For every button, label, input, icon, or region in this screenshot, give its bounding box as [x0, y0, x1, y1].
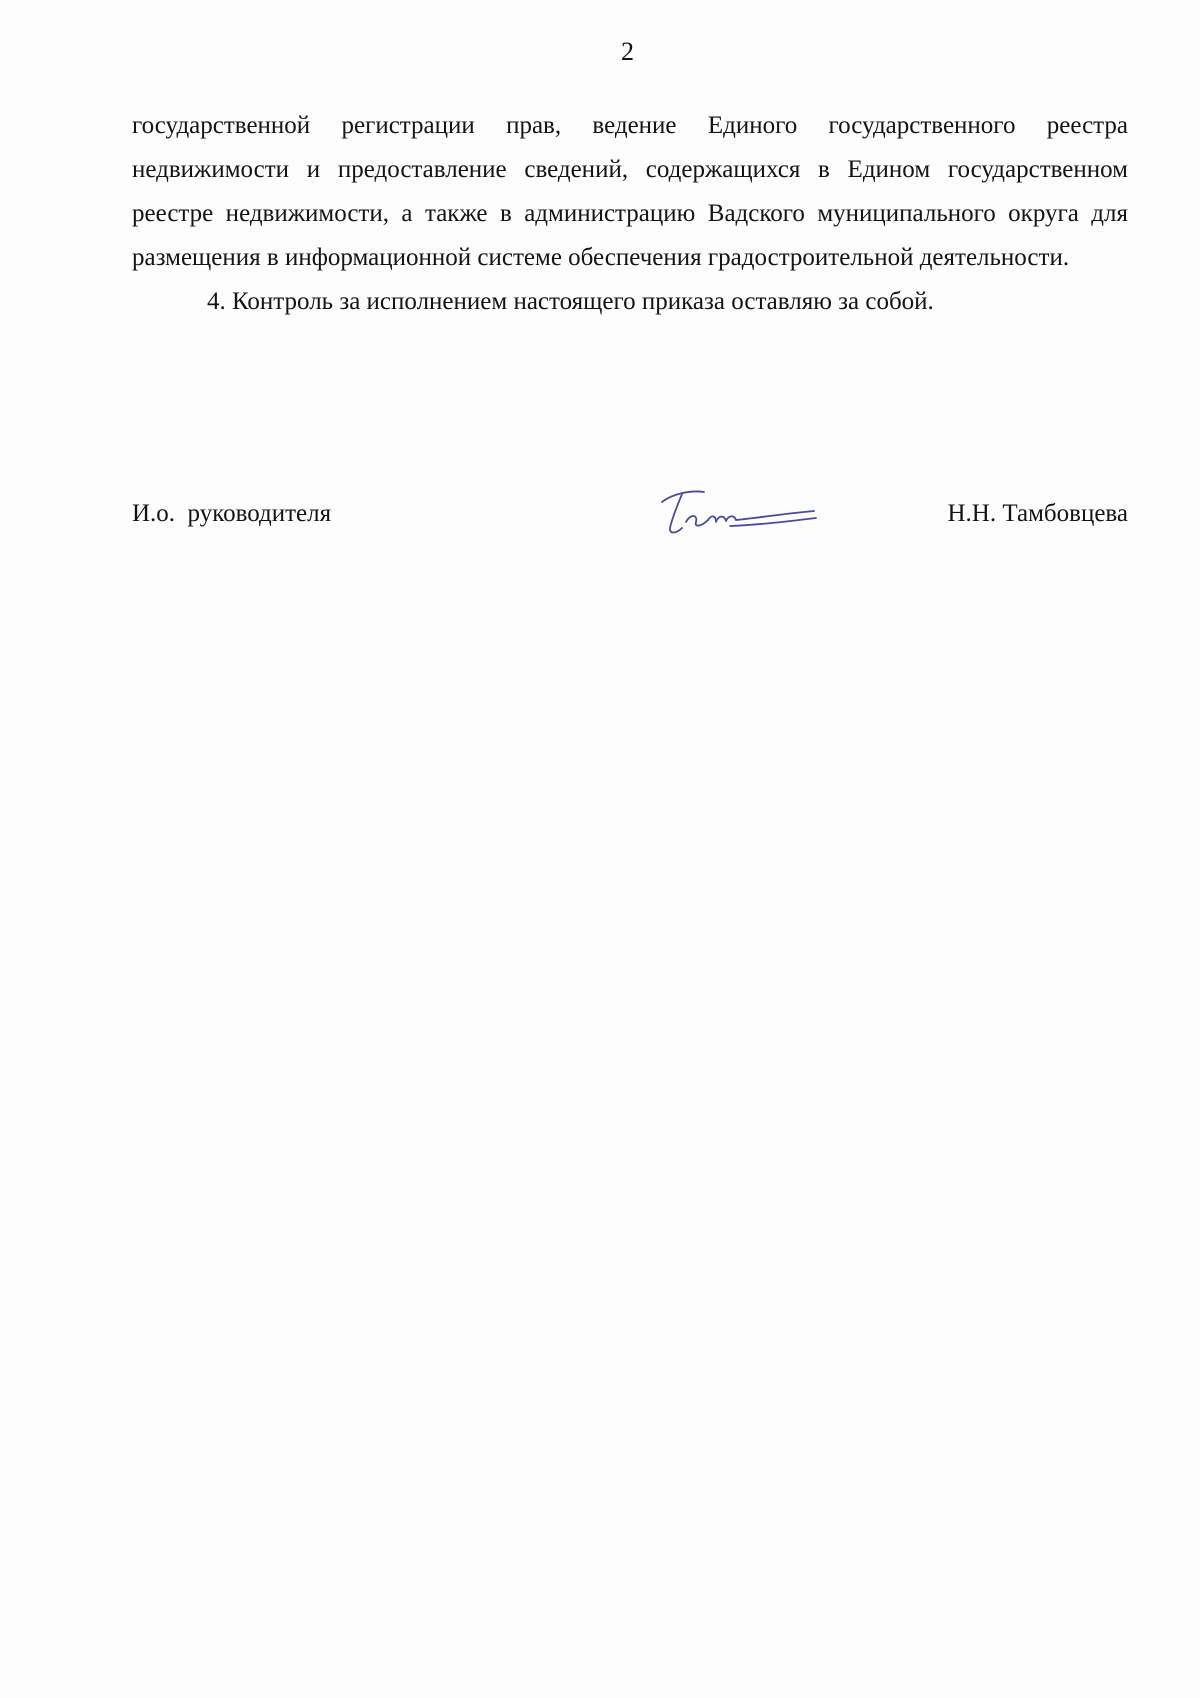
signer-name: Н.Н. Тамбовцева [947, 500, 1128, 527]
page-number: 2 [621, 37, 634, 66]
signer-position: И.о. руководителя [132, 500, 332, 527]
paragraph-continuation: государственной регистрации прав, ведение Единого государственного реестра недвижимости и предоставление сведений, содержащихся в Едином государственном реестре недвижимости, а также в администрацию Вадского муниципального округа для размещения в информационной системе обеспечения градостроительной деятельности. [132, 112, 1128, 271]
handwritten-signature-icon [656, 484, 820, 538]
paragraph-item-4: 4. Контроль за исполнением настоящего приказа оставляю за собой. [207, 288, 934, 315]
document-body [132, 104, 1128, 324]
signature-block [132, 490, 1128, 538]
